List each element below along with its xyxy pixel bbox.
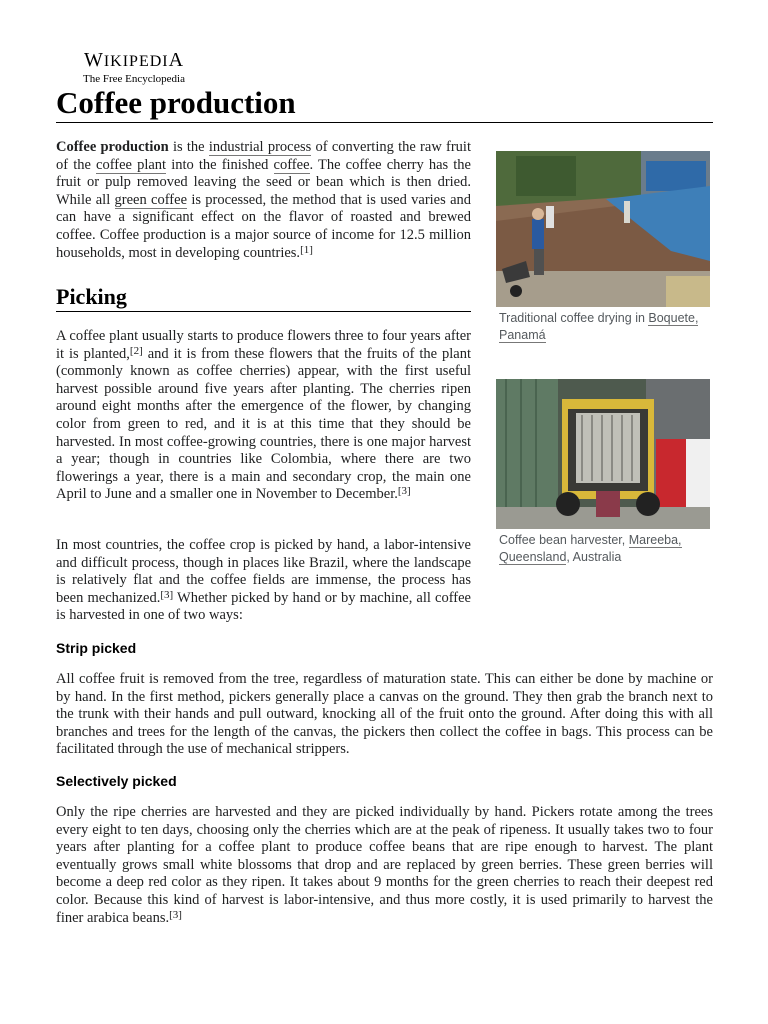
picking-paragraph-1: A coffee plant usually starts to produce flowers three to four years after it is planted,[2] and it is from these flowers that the fruits of the plant (commonly known as coffee cherries) appear, with the first useful harvest possible around five years after planting. The cherries ripen around eight months after the emergence of the flower, by changing color from green to red, and it is at this time that they should be harvested. In most coffee-growing countries, there is one major harvest a year; though in countries like Colombia, where there are two flowerings a year, there is a main and secondary crop, the main one April to June and a smaller one in November to December.[3]: [56, 328, 471, 503]
coffee-harvester-photo[interactable]: [496, 379, 710, 529]
lead-bold-term: Coffee production: [56, 139, 169, 155]
reference-3[interactable]: [3]: [397, 485, 411, 498]
link-industrial-process[interactable]: industrial process: [208, 139, 312, 155]
figure-caption-1: Traditional coffee drying in Boquete, Panamá: [499, 311, 699, 342]
reference-3c[interactable]: [3]: [169, 908, 182, 921]
strip-picked-paragraph: All coffee fruit is removed from the tree, regardless of maturation state. This can either be done by machine or by hand. In the first method, pickers generally place a canvas on the ground. They then grab the branch next to the trunk with their hands and pull outward, knocking all of the fruit onto the ground. After doing this with all branches and trees for the length of the canvas, the pickers then collect the coffee in bags. This process can be facilitated through the use of mechanical strippers.: [56, 671, 713, 758]
reference-3b[interactable]: [3]: [160, 588, 174, 601]
coffee-drying-photo[interactable]: [496, 151, 710, 307]
subsection-heading-strip-picked: Strip picked: [56, 640, 137, 656]
link-boquete-panama[interactable]: Boquete, Panamá: [499, 311, 699, 342]
subsection-heading-selectively-picked: Selectively picked: [56, 773, 177, 789]
selectively-picked-paragraph: Only the ripe cherries are harvested and they are picked individually by hand. Pickers rotate among the trees every eight to ten days, choosing only the cherries which are at the peak of ripeness. It usually takes two to four years after planting for a coffee plant to produce coffee beans that are ripe enough to harvest. The plant eventually grows small white blossoms that drop and are replaced by green berries. These green berries will become a deep red color as they ripen. It takes about 9 months for the green cherries to reach their deepest red color. Because this kind of harvest is labor-intensive, and thus more costly, it is used primarily to harvest the finer arabica beans.[3]: [56, 804, 713, 926]
section-heading-picking: Picking: [56, 283, 471, 312]
page-title: Coffee production: [56, 84, 713, 123]
link-coffee-plant[interactable]: coffee plant: [96, 156, 167, 173]
figure-caption-2: Coffee bean harvester, Mareeba, Queensland, Australia: [499, 533, 682, 564]
link-mareeba-queensland[interactable]: Mareeba, Queensland: [499, 533, 682, 564]
wikipedia-logo[interactable]: [76, 50, 192, 85]
link-green-coffee[interactable]: green coffee: [114, 191, 188, 208]
reference-1[interactable]: [1]: [300, 243, 313, 256]
picking-paragraph-2: In most countries, the coffee crop is picked by hand, a labor-intensive and difficult process, though in places like Brazil, where the landscape is relatively flat and the coffee fields are immense, the process has been mechanized.[3] Whether picked by hand or by machine, all coffee is harvested in one of two ways:: [56, 537, 471, 624]
logo-tagline: The Free Encyclopedia: [82, 73, 185, 85]
logo-wordmark: WIKIPEDIA: [83, 49, 185, 71]
link-coffee[interactable]: coffee: [273, 156, 310, 173]
lead-paragraph: Coffee production is the industrial process of converting the raw fruit of the coffee plant into the finished coffee. The coffee cherry has the fruit or pulp removed leaving the seed or bean which is then dried. While all green coffee is processed, the method that is used varies and can have a significant effect on the flavor of roasted and brewed coffee. Coffee production is a major source of income for 12.5 million households, most in developing countries.[1]: [56, 139, 472, 261]
figure-coffee-drying: [496, 151, 710, 344]
figure-coffee-harvester: [496, 379, 710, 566]
reference-2[interactable]: [2]: [129, 344, 143, 357]
